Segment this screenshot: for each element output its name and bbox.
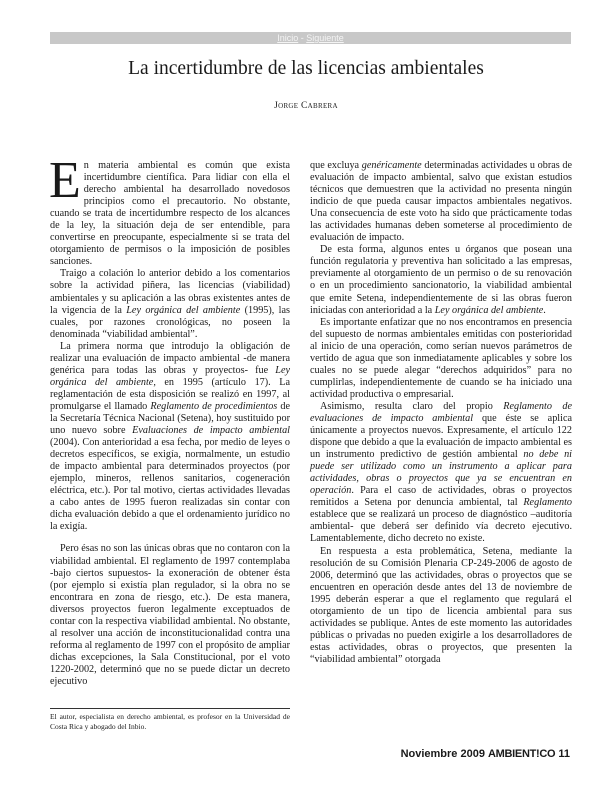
paragraph-text: (1995), las cuales, por razones cronológicas, no poseen la denominada “viabilidad ambiental”. xyxy=(50,304,290,340)
paragraph-text: Pero ésas no son las únicas obras que no contaron con la viabilidad ambiental. El reglamento de 1997 contemplaba -bajo ciertos supuestos- la exoneración de obtener ésta (por ejemplo si existía plan regulador, si la obra no se encontrara en zona de riesgo, etc.). De esta manera, diversos proyectos fueron legalmente exceptuados de contar con la respectiva viabilidad ambiental. No obstante, al resolver una acción de inconstitucionalidad contra una reforma al reglamento de 1997 con el propósito de ampliar dichas excepciones, la Sala Constitucional, por el voto 1220-2002, determinó que no se puede dictar un decreto ejecutivo xyxy=(50,543,291,687)
paragraph-text: de la Secretaría Técnica Nacional (Setena), hoy sustituido por uno nuevo sobre xyxy=(50,400,290,437)
paragraph xyxy=(310,317,572,401)
magazine-logo: AMBIENT!CO xyxy=(488,748,556,760)
paragraph-text: establece que se realizará un proceso de diagnóstico –auditoría ambiental- que deberá ser definido vía decreto ejecutivo. Lamentablemente, dicho decreto no existe. xyxy=(310,509,572,545)
paragraph xyxy=(310,244,572,316)
paragraph-text: En respuesta a esta problemática, Setena, mediante la resolución de su Comisión Plenaria CP-249-2006 de agosto de 2006, determinó que las actividades, obras o proyectos que se encuentren en operación desde antes del 13 de noviembre de 1995 deberán esperar a que el reglamento que regulará el otorgamiento de un tipo de licencia ambiental para sus actividades se publique. Antes de este momento las autoridades públicas o privadas no pueden exigirle a los desarrolladores de estas actividades, obras o proyectos, que presenten la “viabilidad ambiental” otorgada xyxy=(310,545,572,665)
paragraph xyxy=(310,546,572,666)
paragraph-text: Asimismo, resulta claro del propio xyxy=(320,400,504,412)
italic-text: Evaluaciones de impacto ambiental xyxy=(132,425,290,437)
paragraph-text: . xyxy=(543,304,546,316)
paragraph-text: determinadas actividades u obras de evaluación de impacto ambiental, salvo que existan estudios técnicos que demuestren que la actividad no presenta ningún indicio de que pueda causar impactos ambientales negativos. Una consecuencia de este voto ha sido que prácticamente todas las actividades humanas deben someterse al procedimiento de evaluación de impacto. xyxy=(310,160,572,244)
paragraph xyxy=(310,401,572,546)
paragraph-text: Es importante enfatizar que no nos encontramos en presencia del supuesto de normas ambientales emitidas con posterioridad al inicio de una operación, como serían nuevos parámetros de vertido de agua que son inmediatamente aplicables y sobre los cuales no se puede alegar “derechos adquiridos” para no cumplirlas, independientemente de cuando se ha iniciado una actividad productiva o empresarial. xyxy=(310,316,572,400)
italic-text: Ley orgánica del ambiente xyxy=(50,364,290,388)
nav-home-link[interactable]: Inicio xyxy=(277,33,299,43)
nav-separator: - xyxy=(298,33,307,43)
article-title: La incertidumbre de las licencias ambientales xyxy=(128,58,484,79)
paragraph-text: (2004). Con anterioridad a esa fecha, por medio de leyes o decretos específicos, se exigía, normalmente, un estudio de impacto ambiental para determinados proyectos (por ejemplo, mineros, rellenos sanitarios, cogeneración eléctrica, etc.). Por tal motivo, ciertas actividades llevadas a cabo antes de 1995 fueron realizadas sin contar con dicha evaluación debido a que el ordenamiento jurídico no la exigía. xyxy=(50,437,290,533)
paragraph-text: Traigo a colación lo anterior debido a los comentarios sobre la actividad piñera, las licencias (viabilidad) ambientales y su aplicación a las obras existentes antes de la vigencia de la xyxy=(50,268,290,316)
left-column xyxy=(49,152,291,688)
italic-text: Reglamento de procedimientos xyxy=(150,400,278,412)
page-footer xyxy=(401,748,570,760)
drop-cap: E xyxy=(49,152,81,209)
italic-text: no debe ni puede ser utilizado como un instrumento a aplicar para actividades, obras o proyectos que ya se encuentran en operación xyxy=(310,449,573,497)
footnote-divider xyxy=(50,708,290,709)
italic-text: Reglamento xyxy=(523,497,572,509)
page-number: 11 xyxy=(558,748,570,760)
paragraph-text: De esta forma, algunos entes u órganos que posean una función regulatoria y preventiva han solicitado a las empresas, previamente al otorgamiento de un permiso o de su renovación o en un procedimiento sancionatorio, la viabilidad ambiental que emite Setena, independientemente de si las obras fueron iniciadas con anterioridad a la xyxy=(310,244,572,316)
paragraph xyxy=(50,543,290,688)
italic-text: Reglamento de evaluaciones de impacto ambiental xyxy=(310,400,572,424)
paragraph-text: La primera norma que introdujo la obligación de realizar una evaluación de impacto ambiental -de manera genérica para todas las obras y proyectos- fue xyxy=(50,340,290,376)
article-author: Jorge Cabrera xyxy=(274,101,338,111)
paragraph-text: . Para el caso de actividades, obras o proyectos remitidos a Setena por denuncia ambiental, tal xyxy=(310,485,572,509)
paragraph xyxy=(49,152,290,268)
footnote: El autor, especialista en derecho ambiental, es profesor en la Universidad de Costa Rica y abogado del Inbio. xyxy=(50,712,290,731)
issue-date: Noviembre 2009 xyxy=(400,748,485,760)
nav-next-link[interactable]: Siguiente xyxy=(306,33,344,43)
italic-text: Ley orgánica del ambiente xyxy=(126,304,241,316)
paragraph xyxy=(50,268,290,340)
paragraph-text: que éste se aplica únicamente a proyectos nuevos. Expresamente, el artículo 122 dispone que debido a que la evaluación de impacto ambiental es un instrumento predictivo de gestión ambiental xyxy=(310,412,572,461)
paragraph xyxy=(50,341,290,534)
paragraph-text: , en 1995 (artículo 17). La reglamentación de esta disposición se realizó en 1997, al promulgarse el llamado xyxy=(50,376,290,412)
paragraph-text: n materia ambiental es común que exista incertidumbre científica. Para lidiar con ella el derecho ambiental ha desarrollado novedosos principios como el precautorio. No obstante, cuando se trata de incertidumbre respecto de los alcances de la ley, la situación deja de ser entendible, para convertirse en preocupante, especialmente si se trata del otorgamiento de permisos o la imposición de posibles sanciones. xyxy=(50,160,290,268)
nav-bar xyxy=(50,32,571,44)
paragraph-text: que excluya xyxy=(310,160,362,171)
paragraph xyxy=(310,160,572,244)
italic-text: Ley orgánica del ambiente xyxy=(434,304,544,316)
italic-text: genéricamente xyxy=(361,160,422,171)
right-column xyxy=(310,160,572,666)
